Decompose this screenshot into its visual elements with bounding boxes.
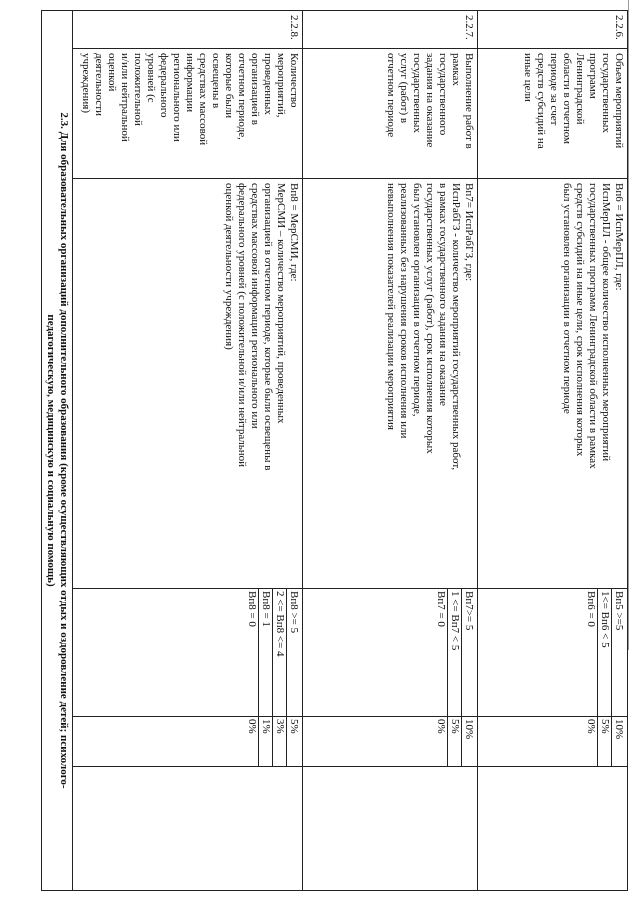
formula-line: МерСМИ – количество мероприятий, проведенных [275,183,287,424]
score-percent: 3% [272,717,286,766]
row-number: 2.2.6. [478,11,628,49]
threshold-value: 1 <= Вп7 < 5 [447,589,461,716]
criterion-name-line: регионального или [171,53,183,142]
criteria-table [41,10,628,891]
criterion-name-line: государственных [411,53,423,133]
table-row [303,11,478,891]
section-header-line2: педагогическую, медицинскую и социальную помощь) [45,314,57,587]
criterion-name-line: освещены в [210,53,222,109]
criterion-name-line: государственных [600,53,612,133]
threshold-value: Вп8 = 1 [258,589,272,716]
formula-line: федерального уровней (с положительной и/или нейтральной [236,183,248,468]
row-number: 2.2.7. [303,11,478,49]
criterion-formula [303,179,478,589]
empty-cell [73,767,303,891]
score-percentages [478,717,628,767]
threshold-value: Вп8 = 0 [246,591,258,627]
formula-line: невыполнения показателей реализации мероприятия [385,183,397,430]
criterion-formula [73,179,303,589]
score-percentages [73,717,303,767]
formula-line: ИспМерПЛ - общее количество исполненных мероприятий [600,183,612,462]
criterion-name-line: учреждения) [80,53,92,113]
criterion-name [478,49,628,179]
criterion-name [73,49,303,179]
formula-line: в рамках государственного задания на оказание [437,183,449,406]
score-percent: 5% [286,717,300,766]
criterion-name-line: задания на оказание [424,53,436,148]
criterion-name-line: информации [184,53,196,113]
score-percentages [303,717,478,767]
criterion-name-line: периоде за счет [548,53,560,126]
formula-line: оценкой деятельности учреждения) [223,183,235,350]
criterion-name-line: отчетном периоде [385,53,397,138]
score-percent: 10% [611,717,625,766]
threshold-value: Вп7>= 5 [461,589,475,716]
criterion-name-line: области в отчетном [561,53,573,144]
criterion-name-line: уровней (с [145,53,157,103]
criterion-name-line: Количество [288,53,300,108]
formula-line: Вп7= ИспРабГЗ, где: [463,183,475,282]
criterion-name [303,49,478,179]
criterion-name-line: оценкой [106,53,118,92]
formula-line: организацией в отчетном периоде, которые были освещены в [262,183,274,471]
formula-line: Вп8 = МерСМИ, где: [288,183,300,282]
empty-cell [303,767,478,891]
criterion-formula [478,179,628,589]
formula-line: Вп6 = ИспМерПЛ, где: [613,183,625,291]
section-header [42,11,73,891]
criterion-name-line: проведенных [262,53,274,115]
criterion-name-line: положительной [132,53,144,126]
criterion-name-line: которые были [223,53,235,119]
formula-line: средств субсидий на иные цели, срок исполнения которых [574,183,586,457]
criterion-name-line: Выполнение работ в [463,53,475,149]
formula-line: был установлен организации в отчетном периоде, [411,183,423,417]
score-percent: 10% [461,717,475,766]
page-edge-line [628,0,629,650]
threshold-value: Вп5 >=5 [611,589,625,716]
formula-line: был установлен организации в отчетном периоде [561,183,573,414]
score-percent: 1% [258,717,272,766]
threshold-value: 2 <= Вп8 <= 4 [272,589,286,716]
criterion-name-line: рамках [450,53,462,86]
criterion-name-line: организацией в [249,53,261,125]
table-row [478,11,628,891]
row-number: 2.2.8. [73,11,303,49]
empty-cell [478,767,628,891]
threshold-value: Вп8 >= 5 [286,589,300,716]
criterion-name-line: Ленинградской [574,53,586,125]
score-percent: 0% [435,719,447,734]
criterion-name-line: деятельности [93,53,105,116]
criterion-name-line: услуг (работ) в [398,53,410,124]
score-percent: 0% [246,719,258,734]
section-header-line1: 2.3. Для образовательных организаций дополнительного образования (кроме осуществляющих отдых и оздоровление детей; психолого- [58,112,70,789]
criterion-name-line: Объем мероприятий [613,53,625,149]
criterion-name-line: средствах массовой [197,53,209,146]
rotated-table-container [45,10,628,890]
criterion-name-line: и/или нейтральной [119,53,131,142]
threshold-values [73,589,303,717]
threshold-value: Вп7 = 0 [435,591,447,627]
formula-line: реализованных без нарушения сроков исполнения или [398,183,410,439]
score-percent: 5% [447,717,461,766]
criterion-name-line: средств субсидий на [535,53,547,149]
threshold-values [478,589,628,717]
formula-line: государственных услуг (работ), срок исполнения которых [424,183,436,454]
threshold-values [303,589,478,717]
table-row [73,11,303,891]
criterion-name-line: федерального [158,53,170,118]
score-percent: 5% [597,717,611,766]
threshold-value: Вп6 = 0 [585,591,597,627]
formula-line: средствах массовой информации регионального или [249,183,261,429]
score-percent: 0% [585,719,597,734]
formula-line: ИспРабГЗ - количество мероприятий государственных работ, [450,183,462,471]
criterion-name-line: программ [587,53,599,99]
criterion-name-line: иные цели [522,53,534,102]
section-header-row [42,11,73,891]
criterion-name-line: мероприятий, [275,53,287,118]
criterion-name-line: отчетном периоде, [236,53,248,140]
threshold-value: 1<= Вп6 < 5 [597,589,611,716]
formula-line: государственных программ Ленинградской области в рамках [587,183,599,469]
criterion-name-line: государственного [437,53,449,136]
